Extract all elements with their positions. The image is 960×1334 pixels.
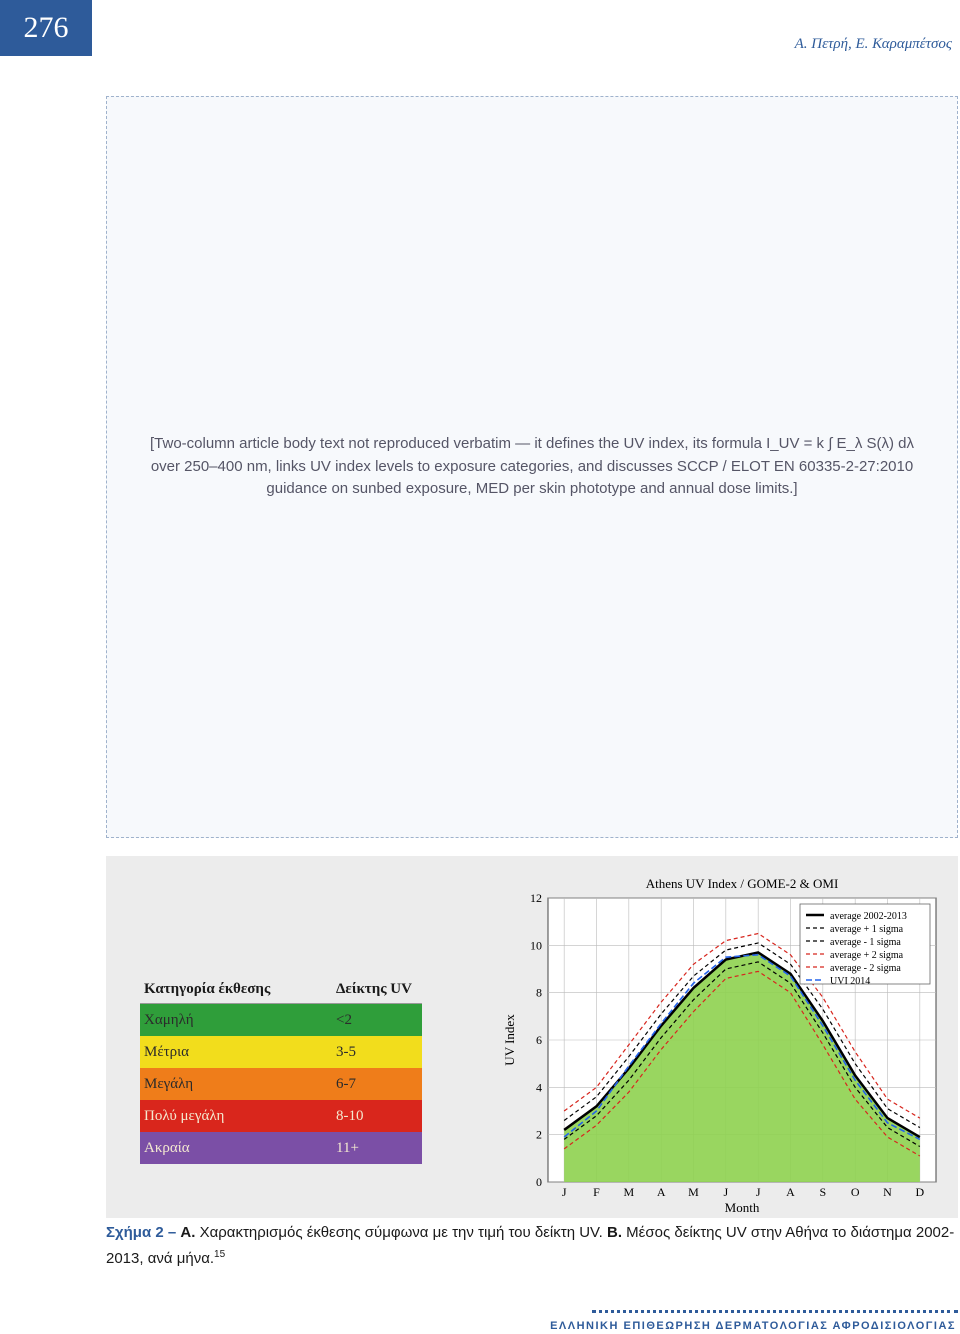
figure-caption: [106, 1222, 958, 1270]
caption-label: Σχήμα 2 –: [106, 1224, 177, 1241]
y-tick-label: 10: [530, 938, 542, 953]
x-tick-label: S: [819, 1185, 827, 1199]
x-tick-label: J: [723, 1185, 729, 1199]
legend-label: average + 2 sigma: [830, 950, 904, 961]
uv-table-category: Ακραία: [144, 1139, 190, 1156]
uv-table-category: Μέτρια: [144, 1043, 190, 1060]
uv-table-header: [140, 976, 422, 1004]
uv-table-row: [140, 1036, 422, 1068]
x-tick-label: O: [850, 1185, 860, 1199]
legend-label: UVI 2014: [830, 976, 871, 987]
uv-table-index: 3-5: [336, 1043, 356, 1060]
caption-part-a: Α.: [180, 1224, 196, 1241]
footer-rule: [592, 1310, 958, 1313]
uv-index-chart: [500, 872, 950, 1216]
legend-label: average + 1 sigma: [830, 924, 904, 935]
y-tick-label: 2: [536, 1127, 542, 1142]
uv-category-table: [140, 976, 422, 1164]
y-tick-label: 4: [536, 1080, 542, 1095]
uv-table-index: 11+: [336, 1139, 359, 1156]
uv-table-row: [140, 1100, 422, 1132]
legend-label: average - 2 sigma: [830, 963, 901, 974]
x-axis-label: Month: [724, 1200, 760, 1215]
y-axis-label: UV Index: [502, 1014, 517, 1066]
x-tick-label: M: [688, 1185, 699, 1199]
legend-label: average 2002-2013: [830, 911, 907, 922]
uv-table-category: Μεγάλη: [144, 1075, 194, 1092]
uv-table-row: [140, 1068, 422, 1100]
uv-table-index: 6-7: [336, 1075, 356, 1092]
x-tick-label: J: [561, 1185, 567, 1199]
uv-table-category: Πολύ μεγάλη: [144, 1107, 225, 1124]
article-body-summary: [Two-column article body text not reproduced verbatim — it defines the UV index, its formula I_UV = k ∫ E_λ S(λ) dλ over 250–400 nm, links UV index levels to exposure categories, and discusses SCCP / ELOT EN 60335-2-27:2010 guidance on sunbed exposure, MED per skin phototype and annual dose limits.]: [106, 96, 958, 838]
x-tick-label: A: [656, 1185, 666, 1199]
y-tick-label: 0: [536, 1175, 542, 1189]
x-tick-label: M: [623, 1185, 635, 1199]
x-tick-label: D: [915, 1185, 925, 1199]
uv-table-row: [140, 1004, 422, 1036]
uv-table-header-index: Δείκτης UV: [336, 981, 412, 997]
x-tick-label: F: [593, 1185, 600, 1199]
caption-text-a: Χαρακτηρισμός έκθεσης σύμφωνα με την τιμή του δείκτη UV.: [199, 1224, 603, 1241]
y-tick-label: 12: [530, 891, 542, 905]
uv-table-index: 8-10: [336, 1107, 364, 1124]
caption-reference: 15: [214, 1249, 226, 1260]
caption-part-b: Β.: [607, 1224, 622, 1241]
page-number: 276: [0, 0, 92, 56]
legend-label: average - 1 sigma: [830, 937, 901, 948]
running-head: Α. Πετρή, Ε. Καραμπέτσος: [794, 36, 952, 52]
uv-table-header-category: Κατηγορία έκθεσης: [144, 981, 271, 997]
x-tick-label: J: [755, 1185, 761, 1199]
uv-table-row: [140, 1132, 422, 1164]
uv-table-category: Χαμηλή: [144, 1011, 194, 1028]
y-tick-label: 6: [536, 1033, 542, 1047]
journal-footer: ΕΛΛΗΝΙΚΗ ΕΠΙΘΕΩΡΗΣΗ ΔΕΡΜΑΤΟΛΟΓΙΑΣ ΑΦΡΟΔΙΣΙΟΛΟΓΙΑΣ: [550, 1320, 956, 1332]
y-tick-label: 8: [536, 985, 542, 1000]
chart-title: Athens UV Index / GOME-2 & OMI: [645, 876, 839, 891]
x-tick-label: A: [786, 1185, 795, 1199]
uv-table-index: <2: [336, 1011, 352, 1028]
x-tick-label: N: [883, 1185, 892, 1199]
caption-text-b: Μέσος δείκτης UV στην Αθήνα το διάστημα 2002-2013, ανά μήνα.: [106, 1224, 955, 1267]
